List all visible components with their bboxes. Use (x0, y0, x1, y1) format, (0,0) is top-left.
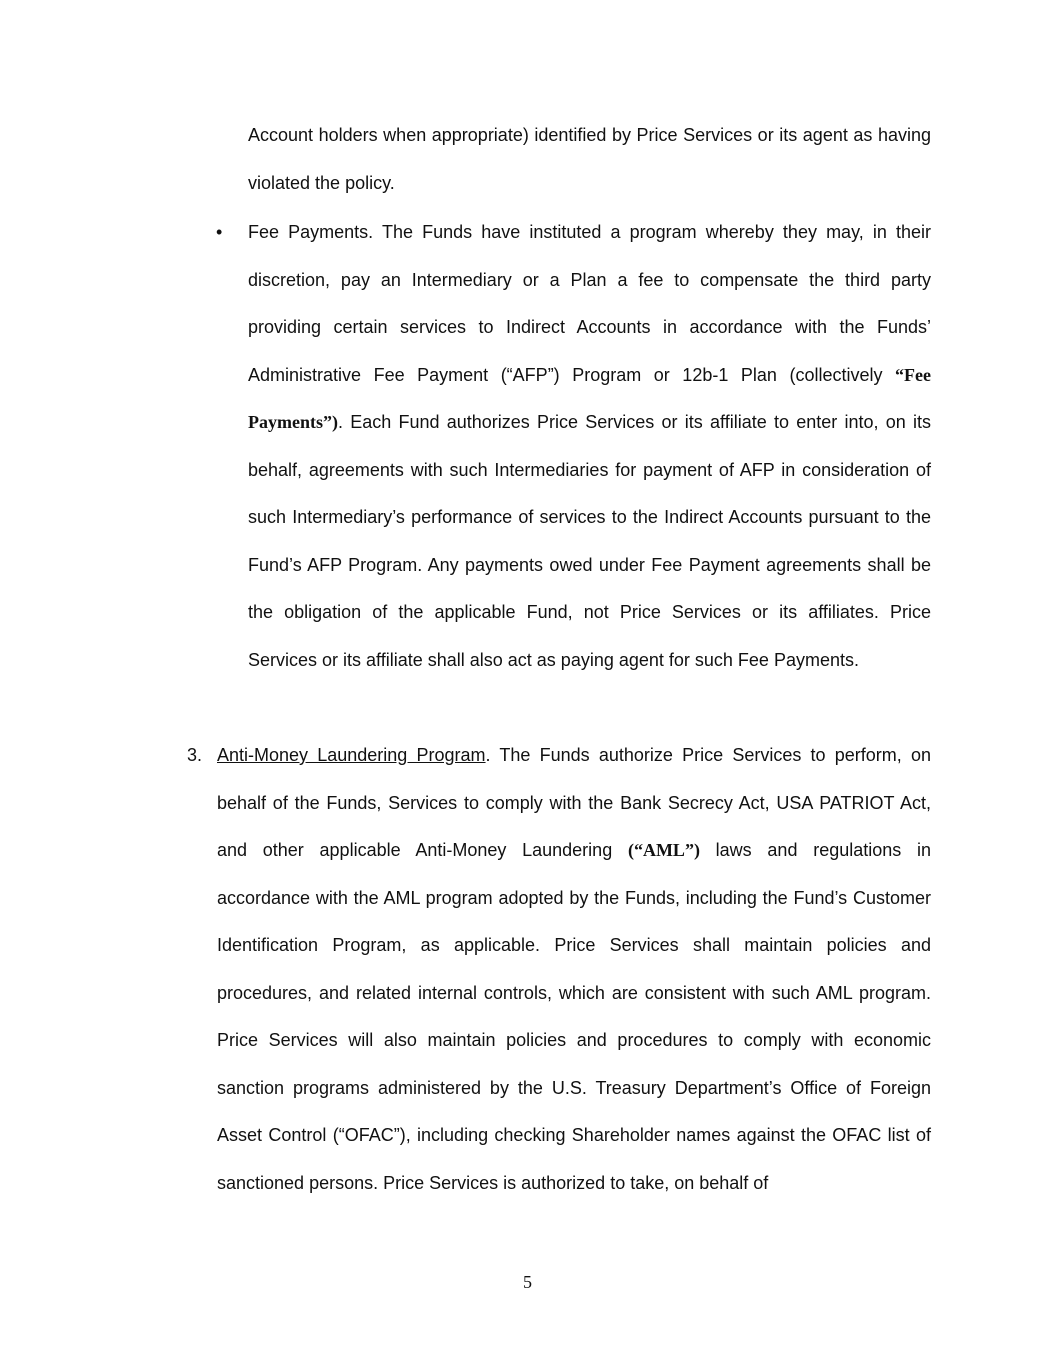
fee-payments-defined-term: “Fee Payments”) (248, 364, 931, 432)
aml-paragraph (217, 732, 931, 1207)
aml-text-2: laws and regulations in accordance with the AML program adopted by the Funds, including the Fund’s Customer Identification Program, as applicable. Price Services shall maintain policies and procedures, and related internal controls, which are consistent with such AML program. Price Services will also maintain policies and procedures to comply with economic sanction programs administered by the U.S. Treasury Department’s Office of Foreign Asset Control (“OFAC”), including checking Shareholder names against the OFAC list of sanctioned persons. Price Services is authorized to take, on behalf of (217, 840, 932, 1193)
fee-payments-text-1: . The Funds have instituted a program whereby they may, in their discretion, pay an Intermediary or a Plan a fee to compensate the third party providing certain services to Indirect Accounts in accordance with the Funds’ Administrative Fee Payment (“AFP”) Program or 12b-1 Plan (collectively (248, 222, 931, 385)
bullet-marker: • (216, 222, 223, 242)
page-number: 5 (523, 1272, 532, 1292)
fee-payments-text-2: . Each Fund authorizes Price Services or its affiliate to enter into, on its behalf, agreements with such Intermediaries for payment of AFP in consideration of such Intermediary’s performance of services to the Indirect Accounts pursuant to the Fund’s AFP Program. Any payments owed under Fee Payment agreements shall be the obligation of the applicable Fund, not Price Services or its affiliates. Price Services or its affiliate shall also act as paying agent for such Fee Payments. (248, 412, 931, 670)
fee-payments-heading: Fee Payments (248, 222, 369, 242)
fee-payments-paragraph (248, 209, 931, 684)
continued-paragraph: Account holders when appropriate) identified by Price Services or its agent as having violated the policy. (248, 125, 931, 193)
aml-defined-term: (“AML”) (627, 840, 700, 860)
aml-heading: Anti-Money Laundering Program (217, 745, 486, 765)
aml-text-1: . The Funds authorize Price Services to perform, on behalf of the Funds, Services to comply with the Bank Secrecy Act, USA PATRIOT Act, and other applicable Anti-Money Laundering (217, 745, 932, 860)
section-number: 3. (187, 745, 203, 765)
